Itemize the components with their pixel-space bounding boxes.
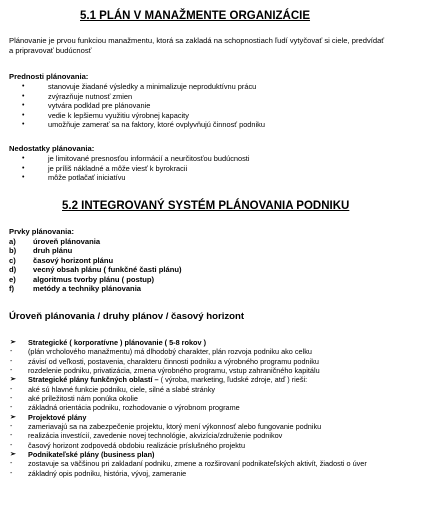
bullet-icon: •: [22, 164, 25, 172]
list-item: - zostavuje sa väčšinou pri zakladaní podniku, zmene a rozširovaní podnikateľských aktivít, žiadosti o úver: [10, 459, 367, 469]
list-item: ➢ Strategické plány funkčných oblastí – ( výroba, marketing, ľudské zdroje, atď ) rieši:: [10, 375, 308, 385]
bullet-icon: •: [22, 83, 25, 90]
list-item: • umožňuje zamerať sa na faktory, ktoré ovplyvňujú činnosť podniku: [22, 120, 265, 129]
dash-bullet-icon: -: [10, 357, 13, 365]
list-item: c) časový horizont plánu: [9, 255, 114, 265]
dash-bullet-icon: -: [10, 395, 13, 403]
intro-paragraph-line-1: [9, 36, 384, 45]
section-title-5-1: 5.1 PLÁN V MANAŽMENTE ORGANIZÁCIE: [80, 10, 311, 22]
list-item: d) vecný obsah plánu ( funkčné časti plánu): [9, 265, 182, 275]
elements-list: [9, 237, 182, 293]
list-item: - realizácia investícií, zavedenie novej technológie, akvizícia/združenie podnikov: [10, 431, 283, 441]
list-item: - základná orientácia podniku, rozhodovanie o výrobnom programe: [10, 403, 240, 413]
bullet-icon: •: [22, 102, 25, 109]
pros-heading: Prednosti plánovania:: [9, 72, 89, 81]
list-item: a) úroveň plánovania: [9, 237, 101, 246]
list-item: • stanovuje žiadané výsledky a minimalizuje neproduktívnu prácu: [22, 82, 257, 91]
list-item: - aké sú hlavné funkcie podniku, ciele, silné a slabé stránky: [10, 384, 215, 394]
list-item: • je limitované presnosťou informácií a neurčitosťou budúcnosti: [22, 154, 250, 163]
list-item: - zameriavajú sa na zabezpečenie projektu, ktorý mení výkonnosť alebo fungovanie podniku: [10, 422, 322, 432]
dash-bullet-icon: -: [10, 404, 13, 412]
list-item: • je príliš nákladné a môže viesť k byrokracii: [22, 163, 188, 173]
intro-paragraph-line-2: a pripravovať budúcnosť: [9, 46, 92, 55]
intro-text-1: Plánovanie je prvou funkciou manažmentu, ktorá sa zakladá na schopnostiach ľudí vytyčovať si ciele, predvídať: [9, 36, 385, 45]
list-item: - (plán vrcholového manažmentu) má dlhodobý charakter, plán rozvoja podniku ako celku: [10, 347, 312, 357]
list-item: ➢ Projektové plány: [10, 412, 87, 422]
bullet-icon: •: [22, 174, 25, 181]
list-item: • zvýrazňuje nutnosť zmien: [22, 91, 133, 101]
list-item: e) algoritmus tvorby plánu ( postup): [9, 274, 155, 284]
arrow-bullet-icon: ➢: [10, 413, 16, 421]
arrow-bullet-icon: ➢: [10, 339, 16, 346]
list-item: • vedie k lepšiemu využitiu výrobnej kapacity: [22, 110, 189, 120]
bullet-icon: •: [22, 92, 25, 100]
elements-heading: Prvky plánovania:: [9, 227, 74, 236]
bullet-icon: •: [22, 155, 25, 162]
list-item: b) druh plánu: [9, 246, 73, 256]
dash-bullet-icon: -: [10, 348, 13, 356]
cons-heading: Nedostatky plánovania:: [9, 144, 95, 153]
dash-bullet-icon: -: [10, 385, 13, 393]
list-item: • môže potlačať iniciatívu: [22, 173, 126, 182]
list-item: - aké príležitosti nám ponúka okolie: [10, 394, 138, 404]
cons-list: [22, 154, 250, 183]
subheading-levels: Úroveň plánovania / druhy plánov / časový horizont: [9, 311, 245, 322]
list-item: ➢ Strategické ( korporatívne ) plánovanie ( 5-8 rokov ): [10, 338, 207, 347]
list-item: f) metódy a techniky plánovania: [9, 284, 142, 294]
dash-bullet-icon: -: [10, 367, 13, 375]
pros-list: [22, 82, 265, 130]
dash-bullet-icon: -: [10, 460, 13, 468]
bullet-icon: •: [22, 111, 25, 119]
arrow-bullet-icon: ➢: [10, 451, 16, 459]
list-item: - závisí od veľkosti, postavenia, charakteru činnosti podniku a výrobného programu podniku: [10, 356, 319, 366]
section-title-5-2: 5.2 INTEGROVANÝ SYSTÉM PLÁNOVANIA PODNIKU: [62, 200, 350, 212]
dash-bullet-icon: -: [10, 441, 13, 449]
planning-levels-list: [10, 338, 367, 478]
list-item: ➢ Podnikateľské plány (business plan): [10, 450, 155, 460]
dash-bullet-icon: -: [10, 423, 13, 431]
dash-bullet-icon: -: [10, 469, 13, 477]
list-item: - rozdelenie podniku, privatizácia, zmena výrobného programu, vstup zahraničného kapitálu: [10, 366, 320, 376]
list-item: - časový horizont zodpovedá obdobiu realizácie príslušného projektu: [10, 440, 246, 450]
bullet-icon: •: [22, 121, 25, 128]
dash-bullet-icon: -: [10, 432, 13, 440]
list-item: • vytvára podklad pre plánovanie: [22, 101, 151, 110]
list-item: - základný opis podniku, história, vývoj, zameranie: [10, 468, 187, 478]
arrow-bullet-icon: ➢: [10, 376, 16, 384]
